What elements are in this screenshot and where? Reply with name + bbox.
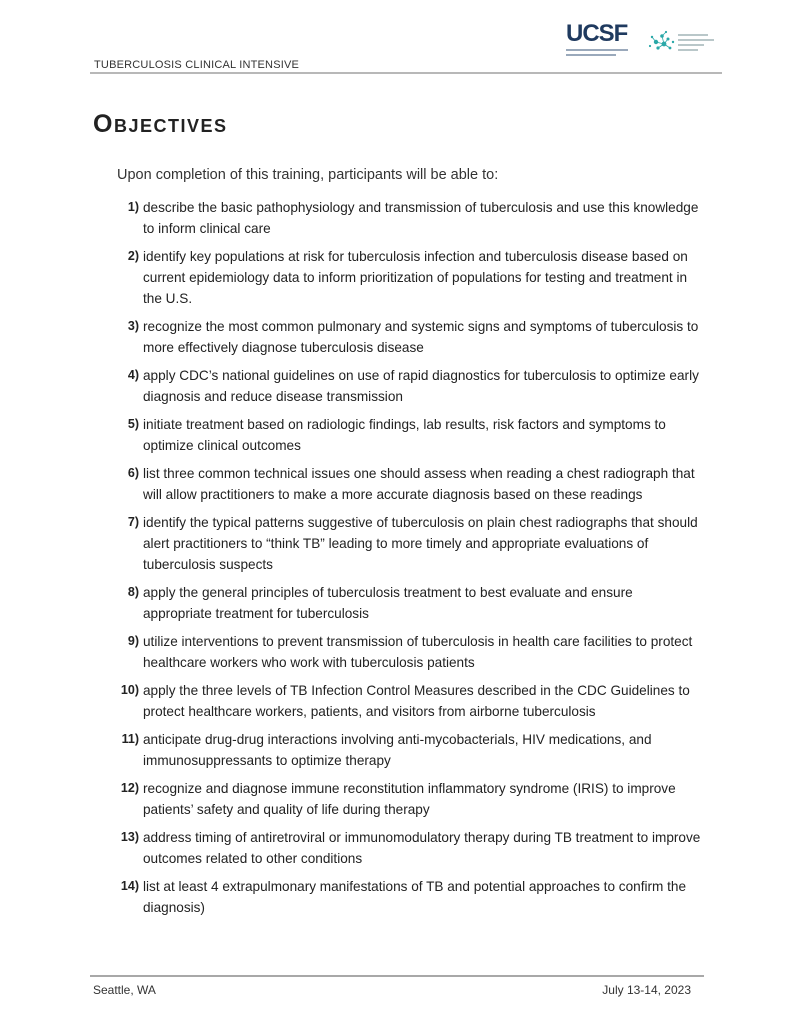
list-item-text: anticipate drug-drug interactions involving anti-mycobacterials, HIV medications, and immunosuppressants to optimize therapy <box>143 732 652 768</box>
list-item <box>111 414 701 456</box>
list-item <box>111 463 701 505</box>
list-item-number: 13) <box>120 830 139 844</box>
list-item <box>111 876 701 918</box>
list-item-text: apply CDC’s national guidelines on use of rapid diagnostics for tuberculosis to optimize early diagnosis and reduce disease transmission <box>143 368 699 404</box>
list-item <box>111 197 701 239</box>
list-item <box>111 512 701 575</box>
list-item-text: utilize interventions to prevent transmission of tuberculosis in health care facilities to protect healthcare workers who work with tuberculosis patients <box>143 634 693 670</box>
curry-center-logo-icon <box>644 24 718 60</box>
list-item-text: identify the typical patterns suggestive of tuberculosis on plain chest radiographs that should alert practitioners to “think TB” leading to more timely and appropriate evaluations of tuberculosis suspects <box>143 515 698 572</box>
list-item <box>111 316 701 358</box>
intro-text: Upon completion of this training, participants will be able to: <box>117 167 499 183</box>
list-item-number: 4) <box>127 368 139 382</box>
list-item <box>111 827 701 869</box>
footer-date: July 13-14, 2023 <box>602 983 691 997</box>
list-item <box>111 680 701 722</box>
footer-divider <box>90 975 704 977</box>
list-item <box>111 631 701 673</box>
list-item-text: list three common technical issues one should assess when reading a chest radiograph that will allow practitioners to make a more accurate diagnosis based on these readings <box>143 466 695 502</box>
list-item <box>111 729 701 771</box>
list-item <box>111 246 701 309</box>
header-title: TUBERCULOSIS CLINICAL INTENSIVE <box>94 59 300 71</box>
page-title: Objectives <box>93 110 228 138</box>
list-item-number: 9) <box>127 634 139 648</box>
list-item-text: list at least 4 extrapulmonary manifestations of TB and potential approaches to confirm the diagnosis) <box>143 879 687 915</box>
list-item-text: apply the three levels of TB Infection Control Measures described in the CDC Guidelines to protect healthcare workers, patients, and visitors from airborne tuberculosis <box>143 683 690 719</box>
list-item-text: apply the general principles of tuberculosis treatment to best evaluate and ensure appropriate treatment for tuberculosis <box>143 585 633 621</box>
ucsf-logo-icon <box>566 22 638 66</box>
list-item-number: 3) <box>127 319 139 333</box>
list-item-number: 8) <box>127 585 139 599</box>
list-item-text: describe the basic pathophysiology and transmission of tuberculosis and use this knowledge to inform clinical care <box>143 200 699 236</box>
list-item-text: initiate treatment based on radiologic findings, lab results, risk factors and symptoms to optimize clinical outcomes <box>143 417 666 453</box>
list-item <box>111 582 701 624</box>
list-item-number: 14) <box>120 879 139 893</box>
list-item-number: 11) <box>121 732 139 746</box>
list-item-number: 12) <box>120 781 139 795</box>
list-item-number: 10) <box>120 683 139 697</box>
header-divider <box>90 72 722 74</box>
list-item <box>111 365 701 407</box>
list-item-text: recognize and diagnose immune reconstitution inflammatory syndrome (IRIS) to improve patients’ safety and quality of life during therapy <box>143 781 676 817</box>
list-item <box>111 778 701 820</box>
list-item-number: 5) <box>127 417 139 431</box>
list-item-number: 6) <box>127 466 139 480</box>
list-item-number: 2) <box>127 249 139 263</box>
objectives-list <box>111 197 701 925</box>
list-item-text: identify key populations at risk for tuberculosis infection and tuberculosis disease based on current epidemiology data to inform prioritization of populations for testing and treatment in the U.S. <box>143 249 688 306</box>
list-item-text: recognize the most common pulmonary and systemic signs and symptoms of tuberculosis to more effectively diagnose tuberculosis disease <box>143 319 699 355</box>
ucsf-logo-text: UCSF <box>566 20 628 47</box>
footer-location: Seattle, WA <box>93 983 156 997</box>
list-item-text: address timing of antiretroviral or immunomodulatory therapy during TB treatment to improve outcomes related to other conditions <box>143 830 701 866</box>
list-item-number: 1) <box>127 200 139 214</box>
list-item-number: 7) <box>127 515 139 529</box>
